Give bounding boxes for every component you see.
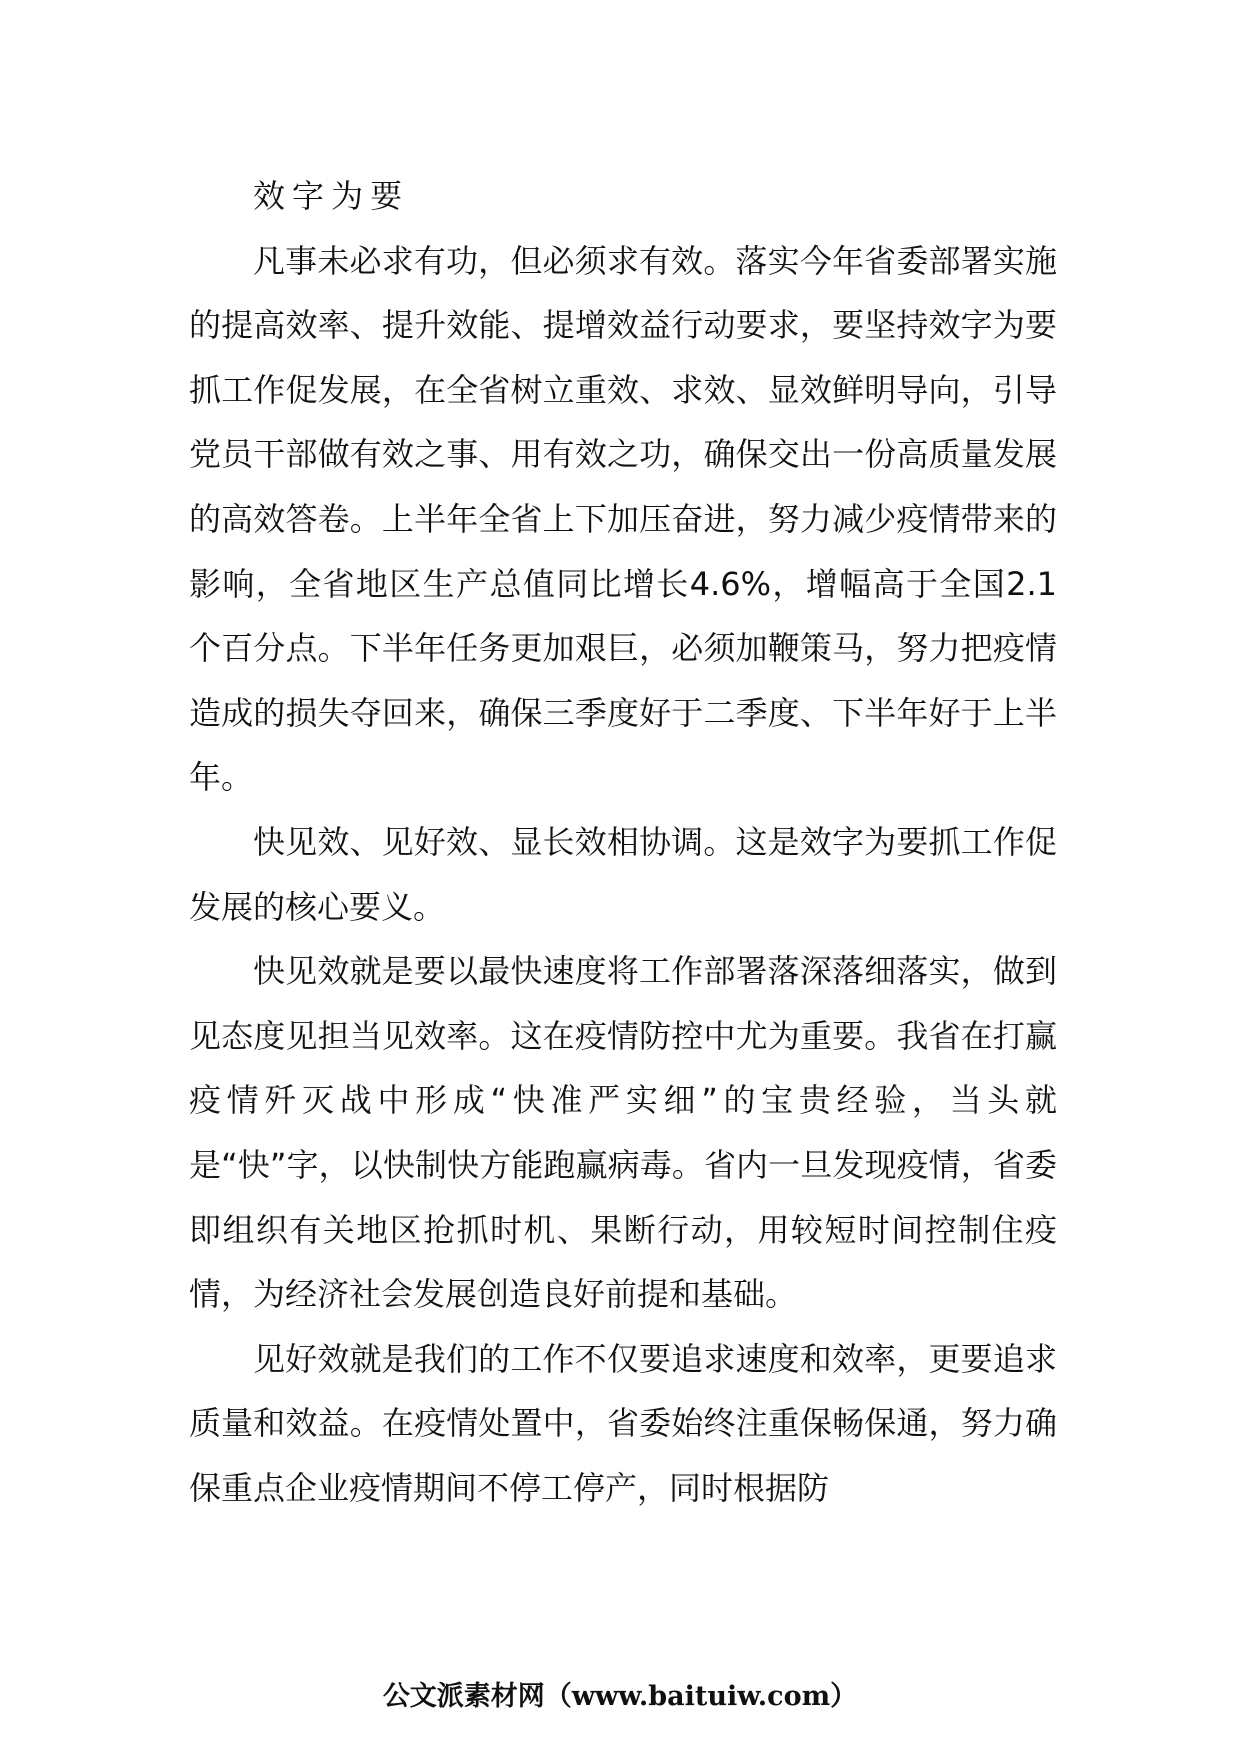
paragraph-4: 见好效就是我们的工作不仅要追求速度和效率，更要追求质量和效益。在疫情处置中，省委始终注重保畅保通，努力确保重点企业疫情期间不停工停产，同时根据防: [189, 1339, 1057, 1507]
paragraph-3: 快见效就是要以最快速度将工作部署落深落细落实，做到见态度见担当见效率。这在疫情防控中尤为重要。我省在打赢疫情歼灭战中形成“快准严实细”的宝贵经验，当头就是“快”字，以快制快方能跑赢病毒。省内一旦发现疫情，省委即组织有关地区抢抓时机、果断行动，用较短时间控制住疫情，为经济社会发展创造良好前提和基础。: [189, 952, 1057, 1314]
section-heading: 效字为要: [253, 177, 410, 215]
footer-watermark: 公文派素材网（www.baituiw.com）: [382, 1681, 858, 1712]
paragraph-1: 凡事未必求有功，但必须求有效。落实今年省委部署实施的提高效率、提升效能、提增效益行动要求，要坚持效字为要抓工作促发展，在全省树立重效、求效、显效鲜明导向，引导党员干部做有效之事、用有效之功，确保交出一份高质量发展的高效答卷。上半年全省上下加压奋进，努力减少疫情带来的影响，全省地区生产总值同比增长4.6%，增幅高于全国2.1个百分点。下半年任务更加艰巨，必须加鞭策马，努力把疫情造成的损失夺回来，确保三季度好于二季度、下半年好于上半年。: [189, 241, 1057, 797]
paragraph-2: 快见效、见好效、显长效相协调。这是效字为要抓工作促发展的核心要义。: [189, 822, 1057, 926]
document-body: [189, 164, 1057, 1520]
